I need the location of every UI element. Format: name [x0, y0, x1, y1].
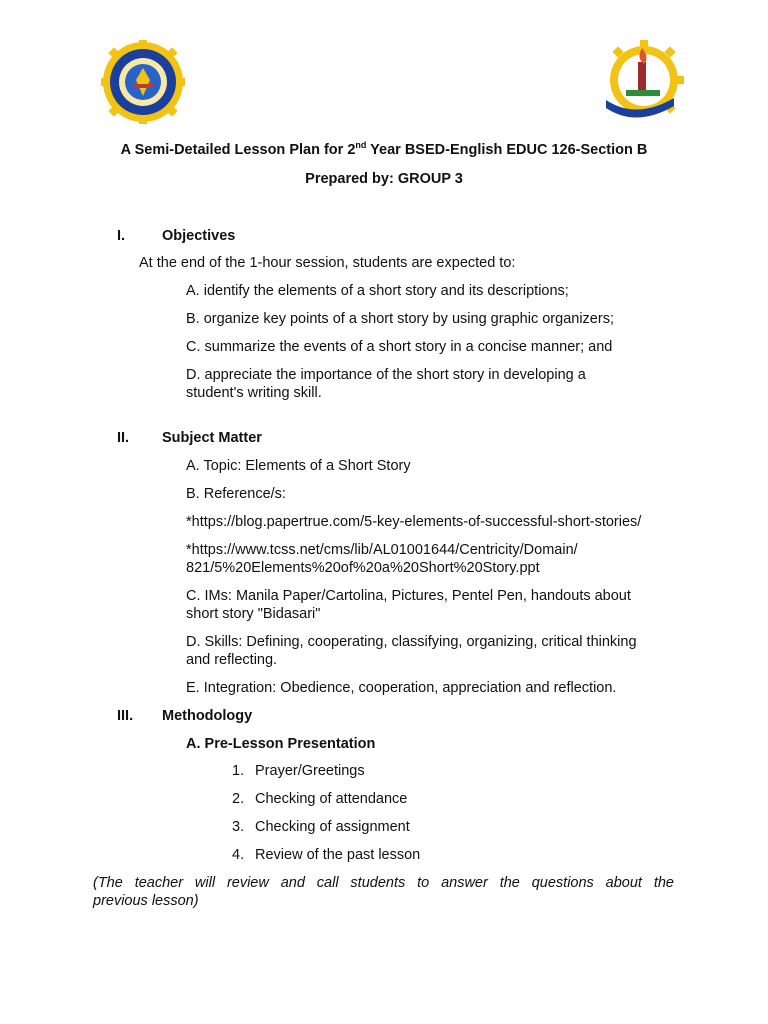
step-number: 3.	[232, 819, 245, 835]
step-text: Review of the past lesson	[255, 847, 421, 863]
section-numeral-methodology: III.	[117, 708, 134, 724]
step-number: 4.	[232, 847, 245, 863]
ims-line: C. IMs: Manila Paper/Cartolina, Pictures, Pentel Pen, handouts about	[186, 588, 631, 604]
section-heading-methodology: Methodology	[162, 708, 253, 724]
institute-logo	[596, 40, 684, 124]
section-heading-subject-matter: Subject Matter	[162, 430, 262, 446]
section-numeral-objectives: I.	[117, 228, 126, 244]
objective-item-continued: student's writing skill.	[186, 385, 322, 401]
objective-item: C. summarize the events of a short story in a concise manner; and	[186, 339, 613, 355]
step-text: Checking of attendance	[255, 791, 408, 807]
section-heading-objectives: Objectives	[162, 228, 236, 244]
institute-of-education-logo-icon	[596, 40, 684, 124]
ims-line-continued: short story "Bidasari"	[186, 606, 321, 622]
step-text: Checking of assignment	[255, 819, 410, 835]
topic-line: A. Topic: Elements of a Short Story	[186, 458, 411, 474]
objective-item: A. identify the elements of a short story and its descriptions;	[186, 283, 569, 299]
step-number: 2.	[232, 791, 245, 807]
objective-item: D. appreciate the importance of the short story in developing a	[186, 367, 586, 383]
reference-link-2: *https://www.tcss.net/cms/lib/AL01001644/Centricity/Domain/	[186, 542, 578, 558]
step-text: Prayer/Greetings	[255, 763, 365, 779]
title-superscript: nd	[355, 140, 367, 150]
state-university-seal-icon	[98, 40, 188, 124]
title-prefix: A Semi-Detailed Lesson Plan for 2	[120, 142, 356, 158]
integration-line: E. Integration: Obedience, cooperation, appreciation and reflection.	[186, 680, 617, 696]
teacher-note: (The teacher will review and call students to answer the questions about the	[93, 875, 674, 891]
reference-label: B. Reference/s:	[186, 486, 286, 502]
skills-line: D. Skills: Defining, cooperating, classifying, organizing, critical thinking	[186, 634, 637, 650]
skills-line-continued: and reflecting.	[186, 652, 278, 668]
document-title	[0, 142, 768, 158]
objectives-intro: At the end of the 1-hour session, students are expected to:	[139, 255, 516, 271]
objective-item: B. organize key points of a short story by using graphic organizers;	[186, 311, 614, 327]
university-seal-logo	[98, 40, 188, 124]
teacher-note-continued: previous lesson)	[93, 893, 199, 909]
prepared-by: Prepared by: GROUP 3	[305, 171, 463, 187]
pre-lesson-heading: A. Pre-Lesson Presentation	[186, 736, 376, 752]
step-number: 1.	[232, 763, 245, 779]
reference-link-1: *https://blog.papertrue.com/5-key-elements-of-successful-short-stories/	[186, 514, 642, 530]
section-numeral-subject-matter: II.	[117, 430, 130, 446]
reference-link-2-continued: 821/5%20Elements%20of%20a%20Short%20Story.ppt	[186, 560, 540, 576]
title-suffix: Year BSED-English EDUC 126-Section B	[366, 142, 648, 158]
